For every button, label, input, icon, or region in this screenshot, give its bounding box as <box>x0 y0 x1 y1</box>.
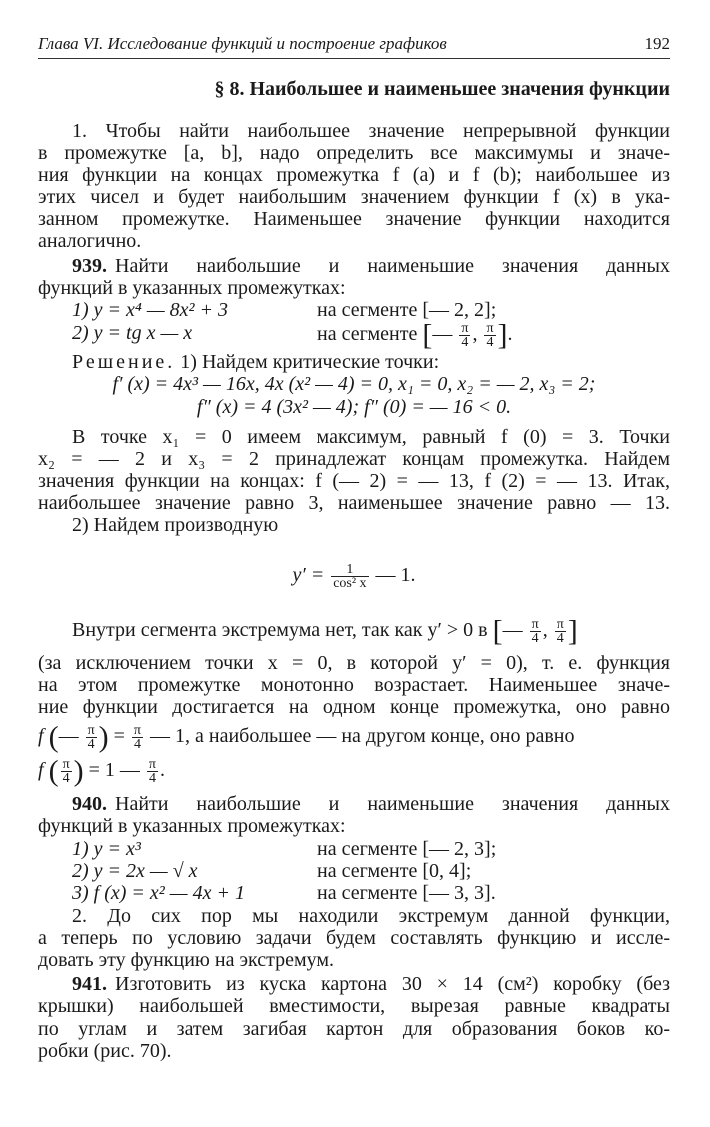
paragraph-line: довать эту функцию на экстремум. <box>38 949 335 971</box>
running-header <box>38 33 670 59</box>
exercise-940 <box>72 793 670 815</box>
paragraph-line: функций в указанных промежутках: <box>38 277 346 299</box>
item-segment: на сегменте [— $\frac{\pi}{4}$ , $\frac{\pi}{4}$ ]. <box>317 318 513 352</box>
paragraph-line: (за исключением точки x = 0, в которой y′ = 0), т. е. функция <box>38 652 670 674</box>
exercise-item <box>72 299 670 321</box>
paragraph-line: на этом промежутке монотонно возрастает. Наименьшее значе- <box>38 674 670 696</box>
paragraph-line: В точке x₁ = 0 имеем максимум, равный f (0) = 3. Точки <box>72 426 670 448</box>
chapter-title: Глава VI. Исследование функций и построение графиков <box>38 34 447 53</box>
item-formula: 2) y = tg x — x <box>72 322 193 344</box>
solution-heading: Решение. 1) Найдем критические точки: <box>72 351 440 373</box>
exercise-941 <box>72 973 670 995</box>
paragraph-line: функций в указанных промежутках: <box>38 815 346 837</box>
exercise-item: 1) y = x³ на сегменте [— 2, 3]; <box>72 838 497 860</box>
paragraph-line: 2) Найдем производную <box>72 514 279 536</box>
paragraph-line: а теперь по условию задачи будем составлять функцию и иссле- <box>38 927 670 949</box>
paragraph-line: занном промежутке. Наименьшее значение функции находится <box>38 208 670 230</box>
paragraph-line: аналогично. <box>38 230 142 252</box>
paragraph-line: 2. До сих пор мы находили экстремум данной функции, <box>72 905 670 927</box>
exercise-text: Найти наибольшие и наименьшие значения данных <box>115 255 670 277</box>
paragraph-line: робки (рис. 70). <box>38 1040 172 1062</box>
formula-second-derivative: f″ (x) = 4 (3x² — 4); f″ (0) = — 16 < 0. <box>196 396 512 418</box>
paragraph-line: значения функции на концах: f (— 2) = — 13, f (2) = — 13. Итак, <box>38 470 670 492</box>
formula-derivative: f′ (x) = 4x³ — 16x, 4x (x² — 4) = 0, x₁ = 0, x₂ = — 2, x₃ = 2; <box>112 373 596 395</box>
item-segment: на сегменте [— 2, 2]; <box>317 299 497 321</box>
exercise-text: Изготовить из куска картона 30 × 14 (см²) коробку (без <box>115 973 670 995</box>
formula-y-prime: y′ = $\frac{1}{\text{cos² x}}$ — 1. <box>292 562 416 591</box>
exercise-text: Найти наибольшие и наименьшие значения данных <box>115 793 670 815</box>
paragraph-line: f ( $\frac{\pi}{4}$ ) = 1 — $\frac{\pi}{4}$ . <box>38 754 165 788</box>
paragraph-line: f (— $\frac{\pi}{4}$ ) = $\frac{\pi}{4}$ — 1, а наибольшее — на другом конце, оно равно <box>38 720 575 754</box>
paragraph-line: наибольшее значение равно 3, наименьшее значение равно — 13. <box>38 492 670 514</box>
paragraph-line: этих чисел и будет наибольшим значением функции f (x) в ука- <box>38 186 670 208</box>
exercise-939 <box>72 255 670 277</box>
exercise-item: 2) y = 2x — √ x на сегменте [0, 4]; <box>72 860 472 882</box>
exercise-number: 940. <box>72 793 107 815</box>
page-number: 192 <box>644 34 670 53</box>
paragraph-line: по углам и затем загибая картон для образования боков ко- <box>38 1018 670 1040</box>
exercise-item <box>72 318 670 352</box>
section-title: § 8. Наибольшее и наименьшее значения функции <box>214 78 670 100</box>
paragraph-line: ния функции на концах промежутка f (a) и f (b); наибольшее из <box>38 164 670 186</box>
item-formula: 1) y = x⁴ — 8x² + 3 <box>72 299 229 321</box>
paragraph-line: крышки) наибольшей вместимости, вырезая равные квадраты <box>38 995 670 1017</box>
paragraph-line: ние функции достигается на одном конце промежутка, оно равно <box>38 696 670 718</box>
exercise-item: 3) f (x) = x² — 4x + 1 на сегменте [— 3, 3]. <box>72 882 496 904</box>
exercise-number: 941. <box>72 973 107 995</box>
exercise-number: 939. <box>72 255 107 277</box>
paragraph-line: Внутри сегмента экстремума нет, так как y′ > 0 в [— $\frac{\pi}{4}$ , $\frac{\pi}{4}$ ] <box>72 614 578 648</box>
paragraph-line: x₂ = — 2 и x₃ = 2 принадлежат концам промежутка. Найдем <box>38 448 670 470</box>
paragraph-line: в промежутке [a, b], надо определить все максимумы и значе- <box>38 142 670 164</box>
paragraph-line: 1. Чтобы найти наибольшее значение непрерывной функции <box>72 120 670 142</box>
